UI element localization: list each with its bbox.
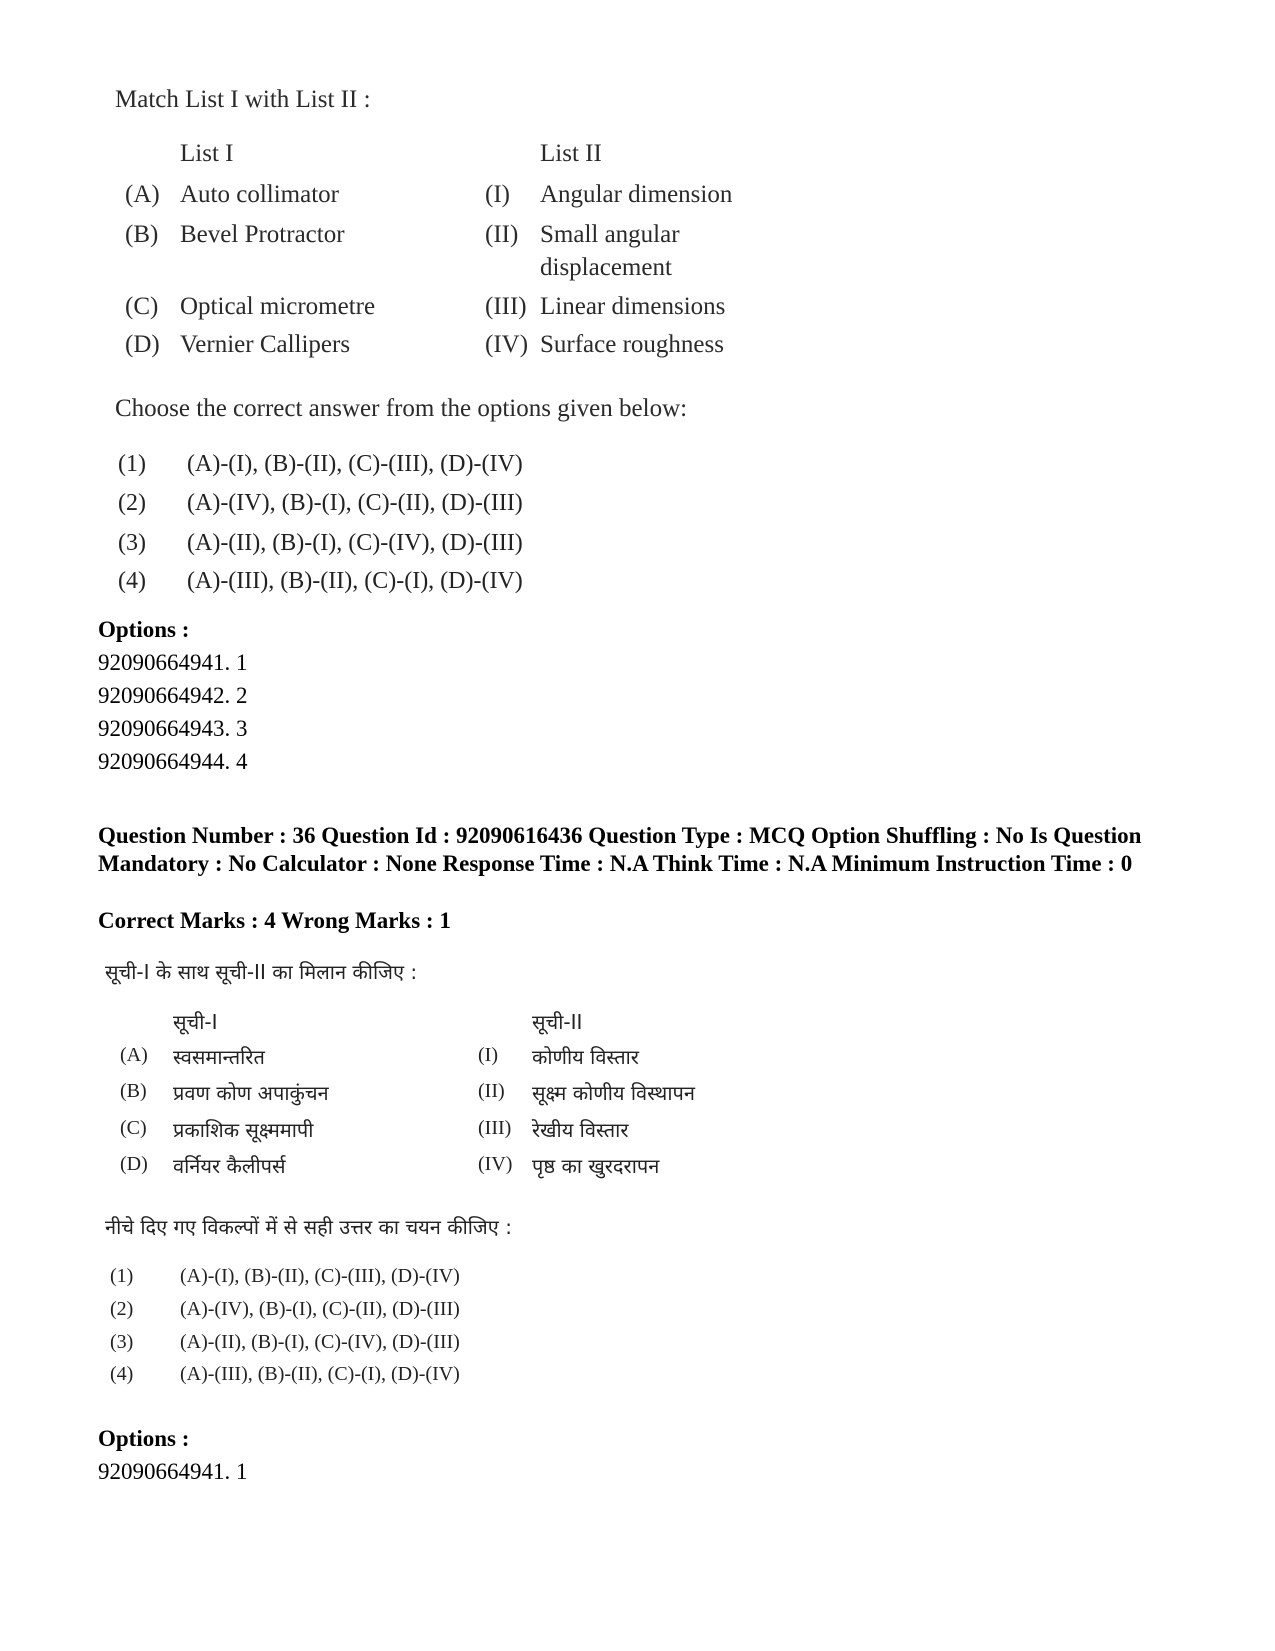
q36-marks: Correct Marks : 4 Wrong Marks : 1 [98,908,451,933]
row-list2-text: सूक्ष्म कोणीय विस्थापन [532,1081,695,1105]
row-list2-text-continued: displacement [540,254,672,281]
row-list1-text: Bevel Protractor [180,221,345,248]
row-list2-label: (IV) [485,331,529,358]
q36-meta: Question Number : 36 Question Id : 92090616436 Question Type : MCQ Option Shuffling : No Is Question Mandatory : No Calculator : None Response Time : N.A Think Time : N.A Minimum Instruction Time : 0 [98,823,1142,876]
row-list2-label: (I) [485,181,510,208]
row-list1-text: प्रवण कोण अपाकुंचन [173,1081,329,1105]
row-label: (C) [125,293,159,320]
answer-number: (4) [118,568,146,594]
row-list2-text: कोणीय विस्तार [532,1045,639,1069]
row-list2-label: (II) [485,221,519,248]
q35-instruction: Match List I with List II : [115,86,371,113]
q36-choose-instruction: नीचे दिए गए विकल्पों में से सही उत्तर का चयन कीजिए : [105,1215,512,1239]
answer-number: (2) [110,1298,134,1320]
option-item: 92090664941. 1 [98,650,248,675]
answer-number: (3) [110,1331,134,1353]
q36-list2-header: सूची-II [532,1010,583,1034]
row-list2-label: (II) [478,1080,505,1102]
q36-list1-header: सूची-I [173,1010,218,1034]
answer-text: (A)-(IV), (B)-(I), (C)-(II), (D)-(III) [180,1298,460,1320]
row-label: (A) [120,1044,148,1066]
row-label: (D) [125,331,160,358]
row-label: (B) [120,1080,147,1102]
row-label: (A) [125,181,160,208]
row-list1-text: वर्नियर कैलीपर्स [173,1154,286,1178]
row-list2-text: पृष्ठ का खुरदरापन [532,1154,660,1178]
row-list2-label: (III) [485,293,527,320]
q35-options-label: Options : [98,617,190,642]
q36-options-label: Options : [98,1426,190,1451]
option-item: 92090664943. 3 [98,716,248,741]
option-item: 92090664944. 4 [98,749,248,774]
q36-instruction: सूची-I के साथ सूची-II का मिलान कीजिए : [105,960,418,984]
answer-text: (A)-(I), (B)-(II), (C)-(III), (D)-(IV) [187,451,523,477]
q35-list2-header: List II [540,140,602,167]
row-label: (B) [125,221,159,248]
row-list2-text: रेखीय विस्तार [532,1118,629,1142]
q35-choose-instruction: Choose the correct answer from the options given below: [115,395,688,422]
answer-number: (1) [110,1265,134,1287]
row-label: (C) [120,1117,147,1139]
row-list2-label: (IV) [478,1153,513,1175]
answer-text: (A)-(II), (B)-(I), (C)-(IV), (D)-(III) [180,1331,460,1353]
row-list2-text: Linear dimensions [540,293,726,320]
option-item: 92090664941. 1 [98,1459,248,1484]
answer-text: (A)-(III), (B)-(II), (C)-(I), (D)-(IV) [187,568,523,594]
option-item: 92090664942. 2 [98,683,248,708]
answer-text: (A)-(IV), (B)-(I), (C)-(II), (D)-(III) [187,490,523,516]
row-list2-label: (I) [478,1044,498,1066]
row-list2-text: Small angular [540,221,680,248]
q35-list1-header: List I [180,140,234,167]
row-list2-label: (III) [478,1117,512,1139]
row-list2-text: Surface roughness [540,331,724,358]
row-list1-text: स्वसमान्तरित [173,1045,265,1069]
answer-number: (3) [118,530,146,556]
answer-text: (A)-(II), (B)-(I), (C)-(IV), (D)-(III) [187,530,523,556]
answer-number: (1) [118,451,146,477]
row-list2-text: Angular dimension [540,181,733,208]
row-list1-text: Auto collimator [180,181,339,208]
answer-number: (4) [110,1363,134,1385]
row-label: (D) [120,1153,148,1175]
row-list1-text: Vernier Callipers [180,331,351,358]
answer-text: (A)-(I), (B)-(II), (C)-(III), (D)-(IV) [180,1265,460,1287]
answer-number: (2) [118,490,146,516]
answer-text: (A)-(III), (B)-(II), (C)-(I), (D)-(IV) [180,1363,460,1385]
row-list1-text: Optical micrometre [180,293,376,320]
row-list1-text: प्रकाशिक सूक्ष्ममापी [173,1118,314,1142]
